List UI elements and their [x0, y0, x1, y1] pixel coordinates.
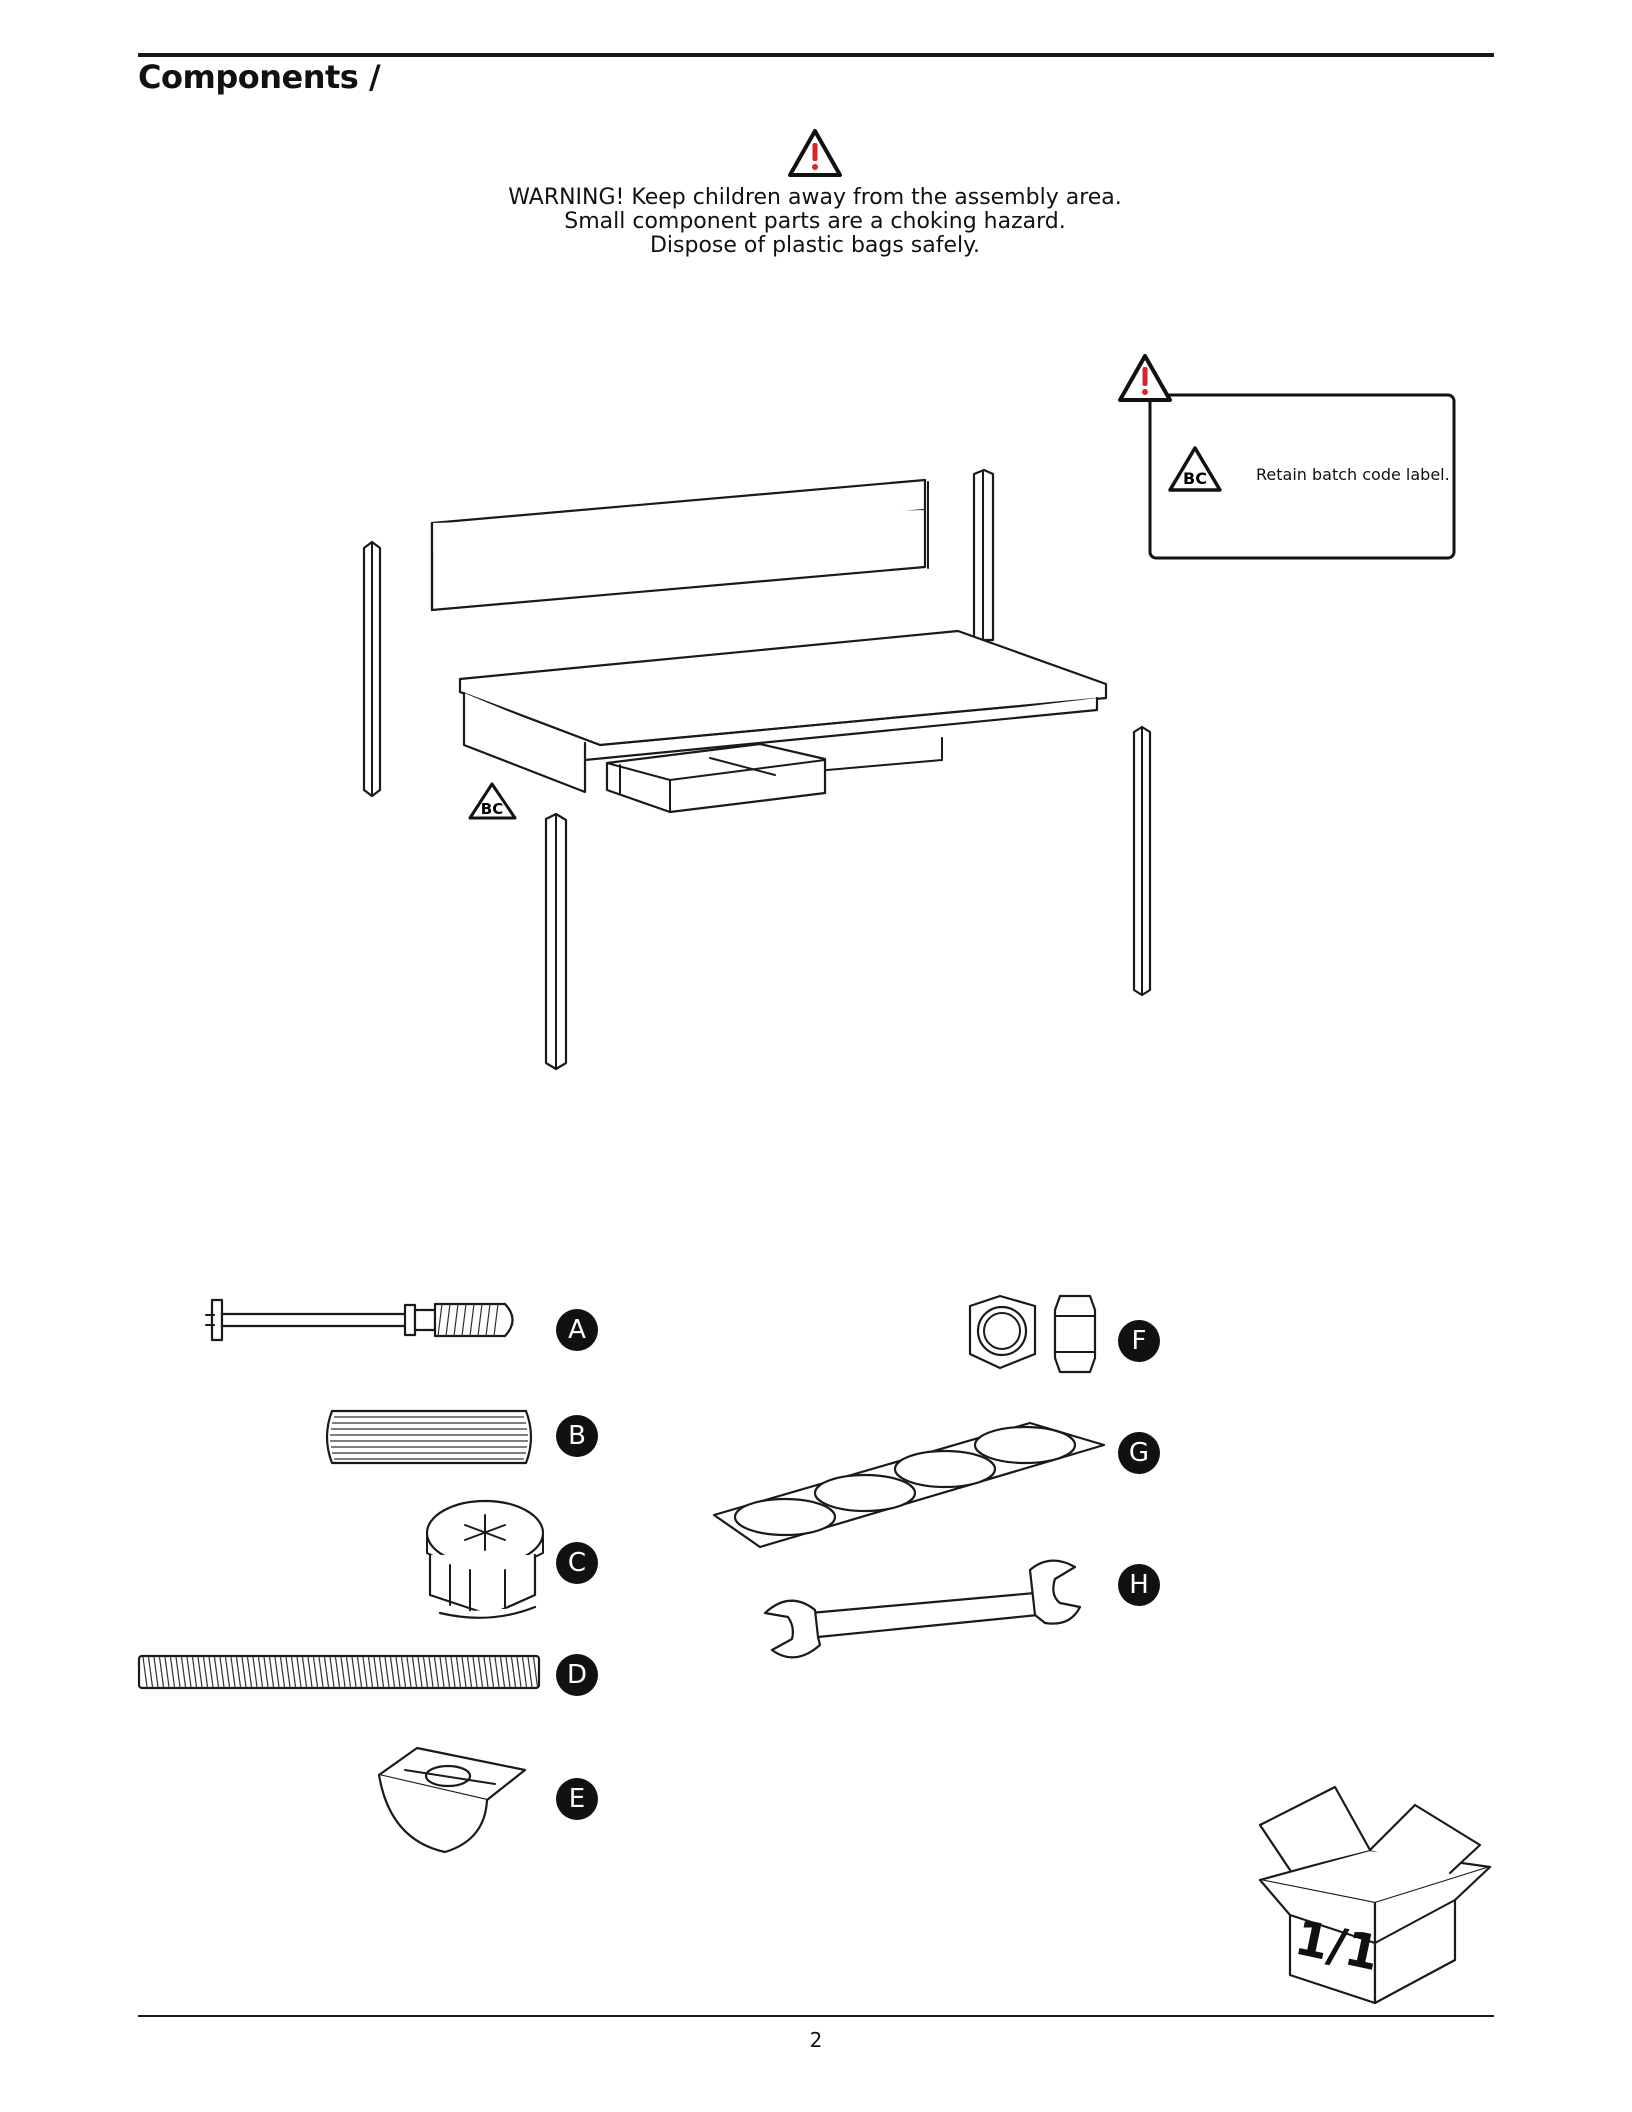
part-label-d: D — [556, 1654, 598, 1696]
part-label-h: H — [1118, 1564, 1160, 1606]
desk-diagram — [330, 460, 1190, 1080]
top-rule — [138, 53, 1494, 57]
part-label-b: B — [556, 1415, 598, 1457]
batch-code-icon — [470, 784, 515, 818]
part-g-felt-pads — [710, 1415, 1110, 1555]
part-d-threaded-rod — [135, 1650, 545, 1694]
leg-back-left — [364, 542, 380, 796]
warning-block — [420, 128, 1210, 258]
part-label-c: C — [556, 1542, 598, 1584]
leg-front-left — [546, 814, 566, 1069]
page-number: 2 — [809, 2028, 823, 2052]
box-label: 1/1 — [1290, 1909, 1385, 1983]
part-f-hex-nut — [965, 1290, 1105, 1380]
leg-back-right — [974, 470, 993, 640]
page-title: Components / — [138, 58, 381, 96]
back-panel — [432, 480, 928, 610]
part-b-dowel — [320, 1405, 540, 1469]
warning-text — [420, 186, 1210, 258]
warning-line: Dispose of plastic bags safely. — [649, 233, 981, 258]
batch-badge-text: BC — [480, 800, 504, 818]
warning-triangle-icon — [787, 128, 843, 178]
part-label-g: G — [1118, 1432, 1160, 1474]
part-c-cam-lock — [410, 1495, 550, 1630]
part-label-e: E — [556, 1778, 598, 1820]
warning-line: WARNING! Keep children away from the assembly area. — [508, 185, 1122, 210]
part-label-f: F — [1118, 1320, 1160, 1362]
part-a-cam-bolt — [200, 1290, 540, 1350]
warning-line: Small component parts are a choking hazard. — [564, 209, 1066, 234]
part-e-barrel-nut — [375, 1740, 535, 1860]
batch-note-text: Retain batch code label. — [1256, 465, 1450, 484]
bottom-rule — [138, 2015, 1494, 2017]
part-h-wrench — [750, 1555, 1110, 1680]
part-label-a: A — [556, 1309, 598, 1351]
batch-badge-text: BC — [1183, 469, 1207, 488]
leg-front-right — [1134, 727, 1150, 995]
